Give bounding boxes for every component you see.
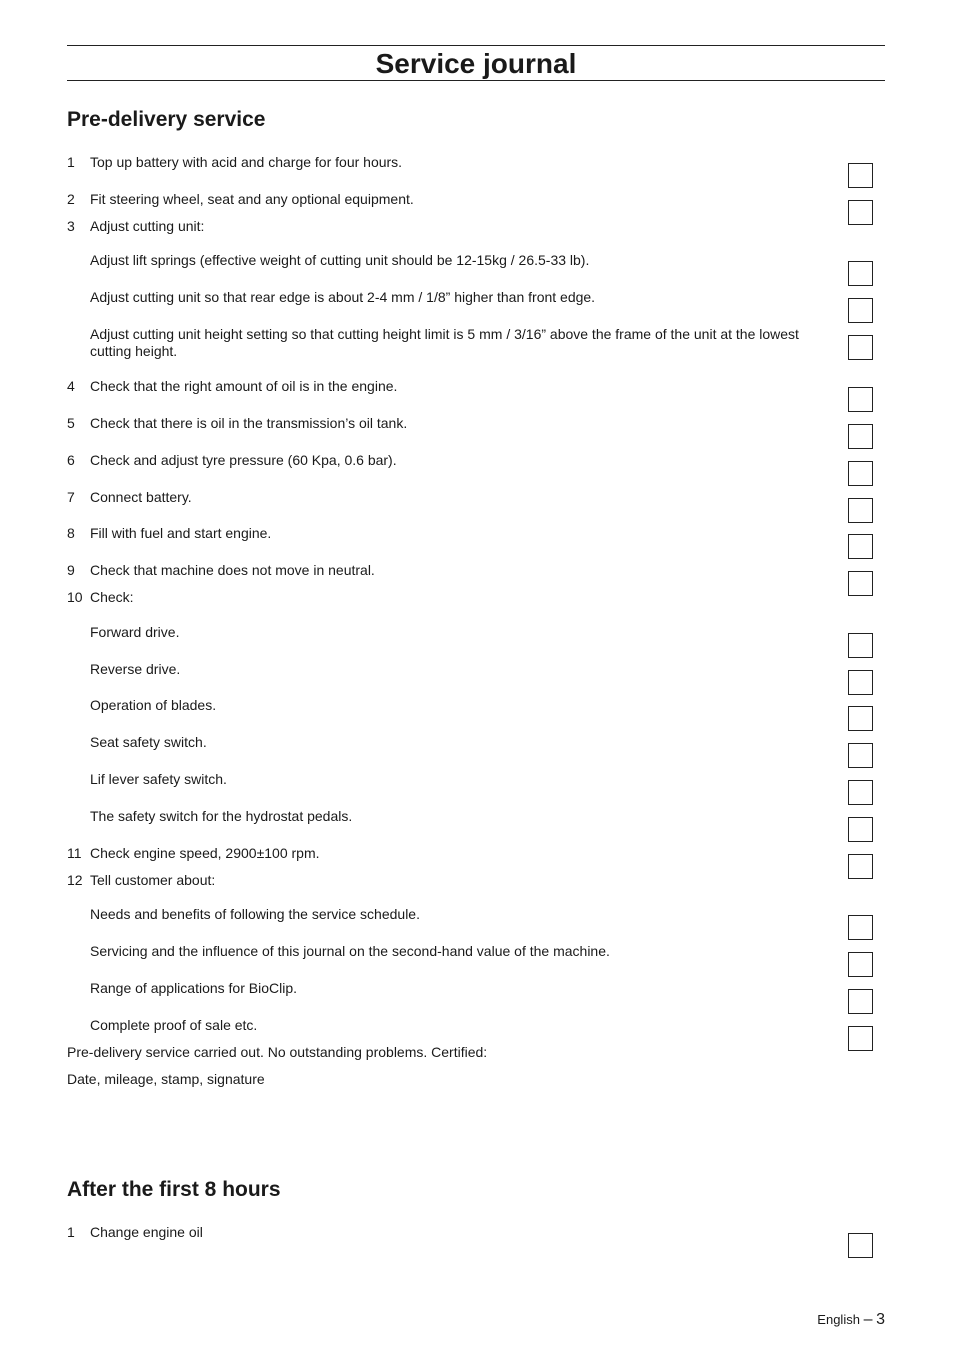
checkbox[interactable] [848, 1026, 873, 1051]
page-title: Service journal [375, 48, 577, 79]
item-text: Adjust cutting unit so that rear edge is about 2-4 mm / 1/8” higher than front edge. [90, 289, 596, 305]
page-number: 3 [876, 1311, 885, 1328]
item-text: Complete proof of sale etc. [90, 1017, 258, 1033]
item-text: Connect battery. [90, 489, 192, 505]
footer-dash: – [863, 1311, 873, 1328]
checkbox[interactable] [848, 915, 873, 940]
checkbox[interactable] [848, 571, 873, 596]
item-number: 8 [67, 525, 75, 541]
item-text: Top up battery with acid and charge for four hours. [90, 154, 403, 170]
checkbox[interactable] [848, 706, 873, 731]
item-number: 6 [67, 452, 75, 468]
item-text: Reverse drive. [90, 661, 181, 677]
section-heading-first-8-hours: After the first 8 hours [67, 1178, 281, 1201]
checkbox[interactable] [848, 743, 873, 768]
checkbox[interactable] [848, 952, 873, 977]
item-number: 7 [67, 489, 75, 505]
checkbox[interactable] [848, 498, 873, 523]
item-text: Adjust lift springs (effective weight of cutting unit should be 12-15kg / 26.5-33 lb). [90, 252, 590, 268]
item-text: Adjust cutting unit: [90, 218, 205, 234]
item-number: 1 [67, 1224, 75, 1240]
footer-language: English [817, 1312, 860, 1327]
item-number: 1 [67, 154, 75, 170]
checkbox[interactable] [848, 261, 873, 286]
checkbox[interactable] [848, 534, 873, 559]
checkbox[interactable] [848, 670, 873, 695]
item-number: 5 [67, 415, 75, 431]
item-text: Check engine speed, 2900±100 rpm. [90, 845, 320, 861]
item-text: Fit steering wheel, seat and any optional equipment. [90, 191, 414, 207]
signature-label: Date, mileage, stamp, signature [67, 1071, 265, 1087]
checkbox[interactable] [848, 1233, 873, 1258]
checkbox[interactable] [848, 163, 873, 188]
title-bar [67, 45, 885, 81]
checkbox[interactable] [848, 424, 873, 449]
item-text: Servicing and the influence of this journal on the second-hand value of the machine. [90, 943, 610, 959]
checkbox[interactable] [848, 854, 873, 879]
checkbox[interactable] [848, 461, 873, 486]
checkbox[interactable] [848, 298, 873, 323]
item-text: Lif lever safety switch. [90, 771, 227, 787]
item-text: Check that the right amount of oil is in the engine. [90, 378, 398, 394]
item-text: Check that machine does not move in neutral. [90, 562, 375, 578]
item-text: Change engine oil [90, 1224, 203, 1240]
checkbox[interactable] [848, 780, 873, 805]
item-number: 12 [67, 872, 83, 888]
checkbox[interactable] [848, 200, 873, 225]
page-footer [817, 1311, 885, 1329]
checkbox[interactable] [848, 335, 873, 360]
item-number: 11 [67, 845, 82, 861]
certification-text: Pre-delivery service carried out. No outstanding problems. Certified: [67, 1044, 488, 1060]
item-number: 3 [67, 218, 75, 234]
item-text: Check: [90, 589, 134, 605]
checkbox[interactable] [848, 387, 873, 412]
item-text: Check that there is oil in the transmission’s oil tank. [90, 415, 408, 431]
item-number: 9 [67, 562, 75, 578]
item-number: 10 [67, 589, 83, 605]
checkbox[interactable] [848, 817, 873, 842]
item-text: Forward drive. [90, 624, 180, 640]
item-text: Adjust cutting unit height setting so that cutting height limit is 5 mm / 3/16” above the frame of the unit at the lowest cutting height. [90, 326, 799, 359]
item-text: Needs and benefits of following the service schedule. [90, 906, 420, 922]
item-text: The safety switch for the hydrostat pedals. [90, 808, 353, 824]
item-text: Range of applications for BioClip. [90, 980, 298, 996]
item-text: Seat safety switch. [90, 734, 207, 750]
item-text: Tell customer about: [90, 872, 216, 888]
section-heading-predelivery: Pre-delivery service [67, 108, 266, 131]
item-text: Check and adjust tyre pressure (60 Kpa, 0.6 bar). [90, 452, 397, 468]
checkbox[interactable] [848, 989, 873, 1014]
item-number: 2 [67, 191, 75, 207]
item-number: 4 [67, 378, 75, 394]
item-text: Operation of blades. [90, 697, 217, 713]
checkbox[interactable] [848, 633, 873, 658]
item-text: Fill with fuel and start engine. [90, 525, 272, 541]
